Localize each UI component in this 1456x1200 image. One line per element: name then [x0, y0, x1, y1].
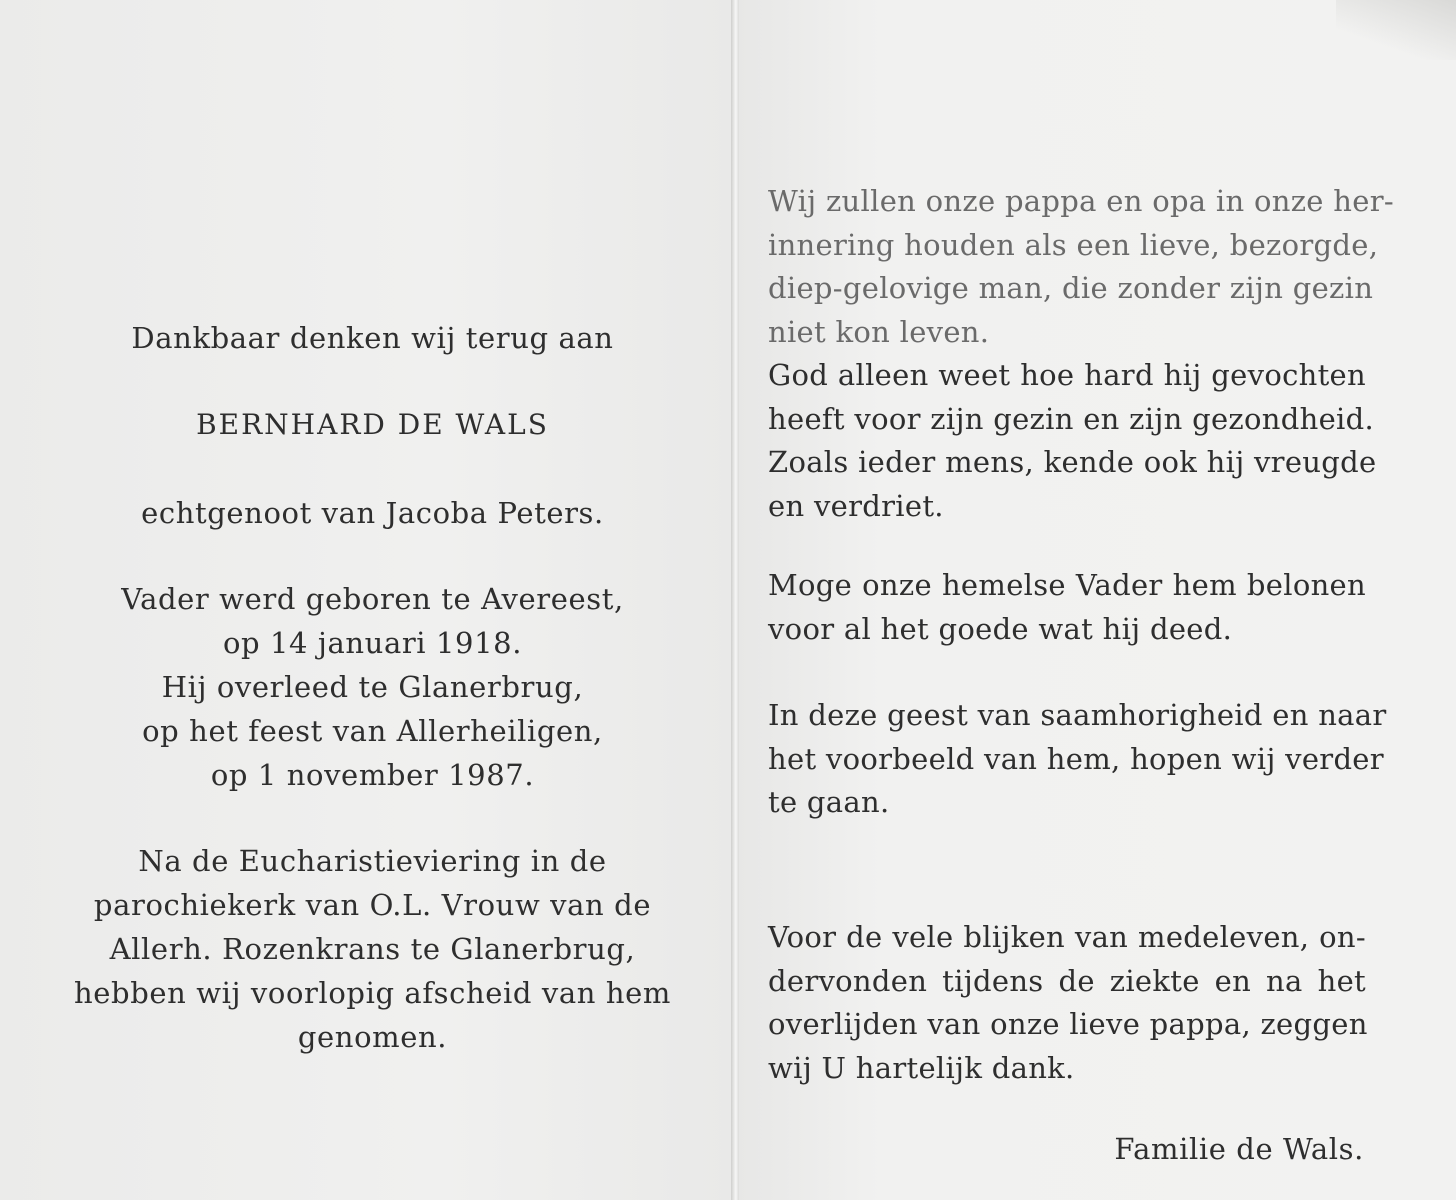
- deceased-name: [60, 403, 685, 447]
- thanks-line: wij U hartelijk dank.: [768, 1050, 1075, 1085]
- funeral-line: parochiekerk van O.L. Vrouw van de: [93, 888, 652, 922]
- spouse-text: echtgenoot van Jacoba Peters.: [141, 496, 604, 530]
- prayer-line: Moge onze hemelse Vader hem belonen: [768, 568, 1366, 602]
- hope-paragraph: [768, 694, 1387, 825]
- family-signature: Familie de Wals.: [1114, 1132, 1364, 1166]
- feast-day-line: op het feest van Allerheiligen,: [142, 714, 603, 748]
- card-fold: [731, 0, 739, 1200]
- memory-line: Zoals ieder mens, kende ook hij vreugde: [768, 445, 1377, 479]
- prayer-paragraph: [768, 564, 1366, 651]
- death-place-line: Hij overleed te Glanerbrug,: [161, 670, 584, 704]
- memory-line: heeft voor zijn gezin en zijn gezondheid.: [768, 401, 1375, 436]
- intro-text: Dankbaar denken wij terug aan: [131, 321, 614, 355]
- funeral-block: [60, 839, 685, 1059]
- hope-line: In deze geest van saamhorigheid en naar: [768, 698, 1387, 732]
- memory-line: en verdriet.: [768, 488, 944, 523]
- thanks-line: Voor de vele blijken van medeleven, on-: [768, 920, 1366, 954]
- funeral-line: hebben wij voorlopig afscheid van hem: [73, 976, 671, 1010]
- page-corner-shadow: [1336, 0, 1456, 60]
- birth-place-line: Vader werd geboren te Avereest,: [121, 582, 624, 616]
- memory-paragraph: [768, 180, 1394, 528]
- memory-line: God alleen weet hoe hard hij gevochten: [768, 358, 1366, 392]
- funeral-line: Allerh. Rozenkrans te Glanerbrug,: [109, 932, 636, 966]
- memory-line: niet kon leven.: [768, 314, 990, 349]
- funeral-line: genomen.: [297, 1020, 448, 1054]
- intro-line: [60, 316, 685, 360]
- prayer-line: voor al het goede wat hij deed.: [768, 611, 1233, 646]
- memory-line: diep-gelovige man, die zonder zijn gezin: [768, 271, 1374, 305]
- memory-line: Wij zullen onze pappa en opa in onze her-: [768, 184, 1394, 218]
- thanks-line: overlijden van onze lieve pappa, zeggen: [768, 1007, 1368, 1041]
- hope-line: het voorbeeld van hem, hopen wij verder: [768, 741, 1384, 776]
- birth-date-line: op 14 januari 1918.: [222, 626, 523, 660]
- name-text: BERNHARD DE WALS: [196, 408, 549, 441]
- funeral-line: Na de Eucharistieviering in de: [138, 844, 607, 878]
- birth-death-block: [60, 577, 685, 797]
- spouse-line: [60, 491, 685, 535]
- death-date-line: op 1 november 1987.: [210, 758, 535, 792]
- memory-line: innering houden als een lieve, bezorgde,: [768, 227, 1379, 262]
- thanks-paragraph: [768, 916, 1366, 1090]
- thanks-line: dervonden tijdens de ziekte en na het: [768, 963, 1366, 998]
- hope-line: te gaan.: [768, 785, 890, 819]
